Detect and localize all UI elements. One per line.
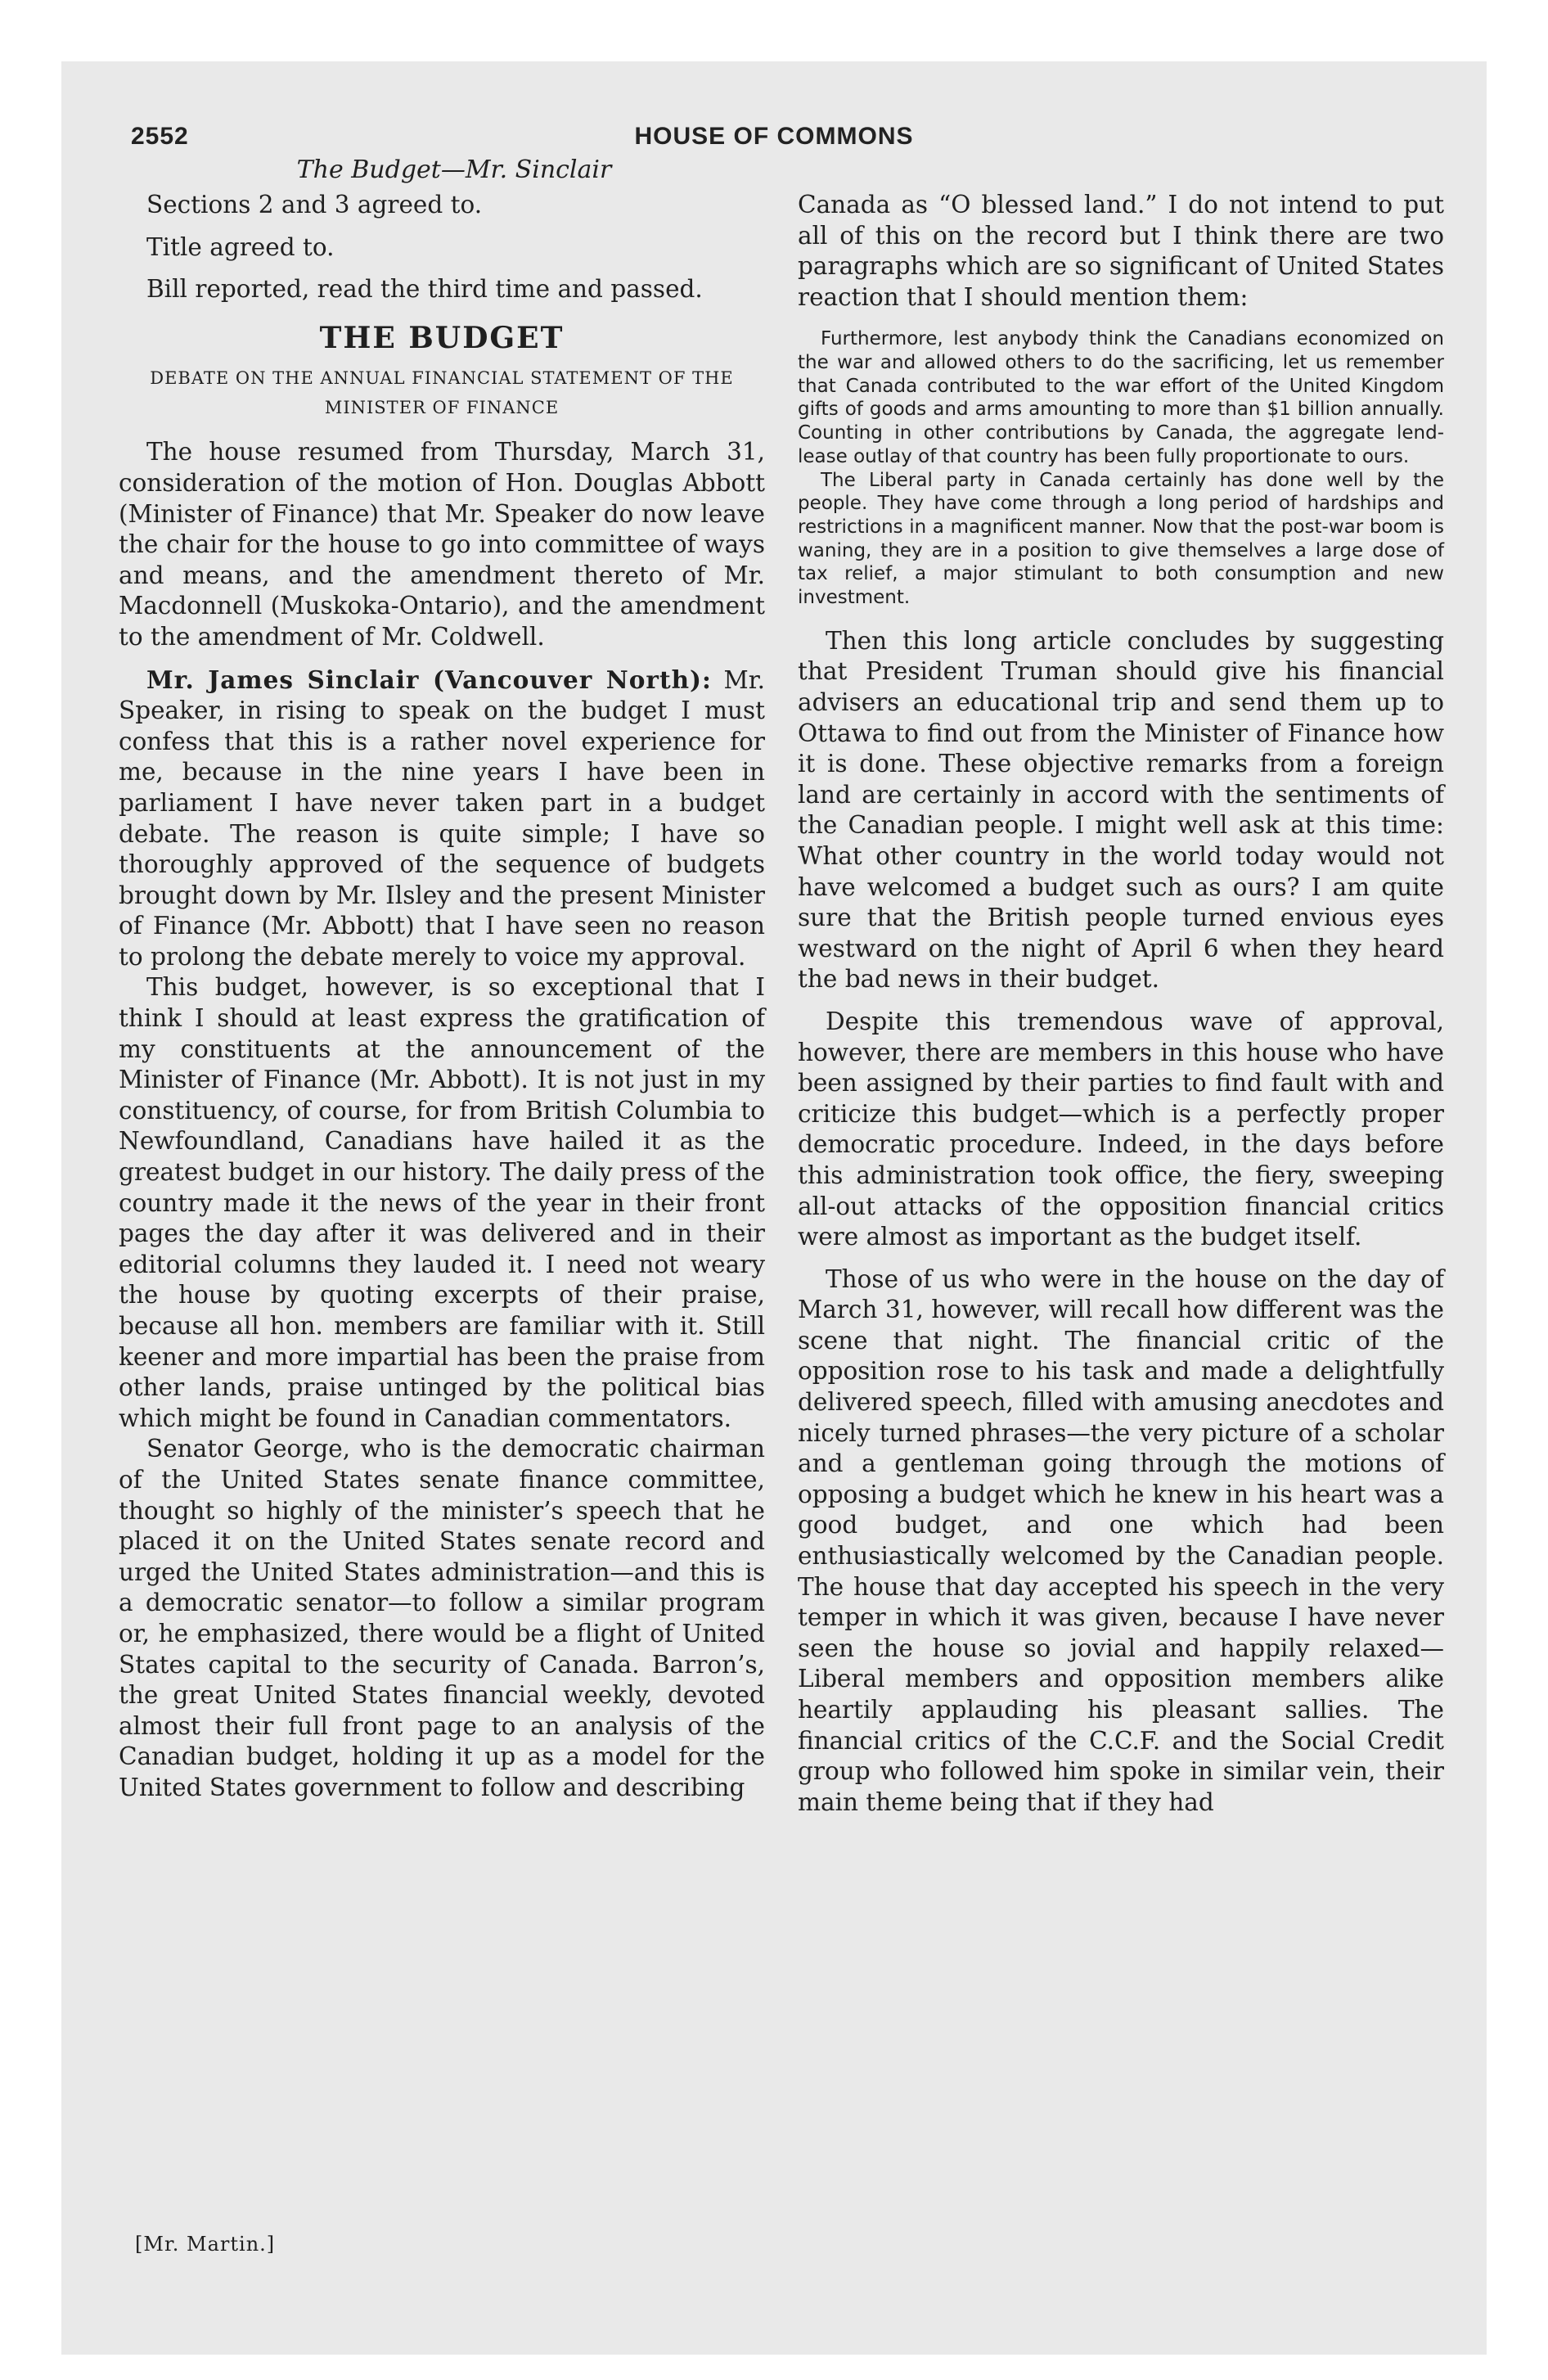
section-heading: THE BUDGET: [319, 320, 565, 355]
paragraph: The house resumed from Thursday, March 31, consideration of the motion of Hon. Douglas Abbott (Minister of Finance) that Mr. Speaker do now leave the chair for the house to go into committee of ways and means, and the amendment thereto of Mr. Macdonnell (Muskoka-Ontario), and the amendment to the amendment of Mr. Coldwell.: [119, 438, 765, 651]
paragraph: This budget, however, is so exceptional that I think I should at least express the gratification of my constituents at the announcement of the Minister of Finance (Mr. Abbott). It is not just in my constituency, of course, for from British Columbia to Newfoundland, Canadians have hailed it as the greatest budget in our history. The daily press of the country made it the news of the year in their front pages the day after it was delivered and in their editorial columns they lauded it. I need not weary the house by quoting excerpts of their praise, because all hon. members are familiar with it. Still keener and more impartial has been the praise from other lands, praise untinged by the political bias which might be found in Canadian commentators.: [119, 973, 765, 1432]
quote-paragraph: Furthermore, lest anybody think the Canadians economized on the war and allowed others to do the sacrificing, let us remember that Canada contributed to the war effort of the United Kingdom gifts of goods and arms amounting to more than $1 billion annually. Counting in other contributions by Canada, the aggregate lend-lease outlay of that country has been fully proportionate to ours.: [798, 328, 1444, 467]
paragraph: Those of us who were in the house on the day of March 31, however, will recall how different was the scene that night. The financial critic of the opposition rose to his task and made a delightfully delivered speech, filled with amusing anecdotes and nicely turned phrases—the very picture of a scholar and a gentleman going through the motions of opposing a budget which he knew in his heart was a good budget, and one which had been enthusiastically welcomed by the Canadian people. The house that day accepted his speech in the very temper in which it was given, because I have never seen the house so jovial and happily relaxed—Liberal members and opposition members alike heartily applauding his pleasant sallies. The financial critics of the C.C.F. and the Social Credit group who followed him spoke in similar vein, their main theme being that if they had: [798, 1264, 1444, 1816]
paragraph: Senator George, who is the democratic chairman of the United States senate finance committee, thought so highly of the minister’s speech that he placed it on the United States senate record and urged the United States administration—and this is a democratic senator—to follow a similar program or, he emphasized, there would be a flight of United States capital to the security of Canada. Barron’s, the great United States financial weekly, devoted almost their full front page to an analysis of the Canadian budget, holding it up as a model for the United States government to follow and describing: [119, 1435, 765, 1801]
page-number: 2552: [131, 123, 189, 150]
speech-paragraph: [119, 665, 765, 973]
page-footer: [Mr. Martin.]: [135, 2233, 276, 2256]
paragraph: Then this long article concludes by suggesting that President Truman should give his financial advisers an educational trip and send them up to Ottawa to find out from the Minister of Finance how it is done. These objective remarks from a foreign land are certainly in accord with the sentiments of the Canadian people. I might well ask at this time: What other country in the world today would not have welcomed a budget such as ours? I am quite sure that the British people turned envious eyes westward on the night of April 6 when they heard the bad news in their budget.: [798, 626, 1444, 994]
paragraph: Title agreed to.: [146, 232, 335, 261]
speaker-name: Mr. James Sinclair (Vancouver North):: [146, 665, 712, 694]
quote-paragraph: The Liberal party in Canada certainly has done well by the people. They have come through a long period of hardships and restrictions in a magnificent manner. Now that the post-war boom is waning, they are in a position to give themselves a large dose of tax relief, a major stimulant to both consumption and new investment.: [798, 469, 1444, 609]
right-column: [798, 190, 1444, 1818]
paragraph: Canada as “O blessed land.” I do not intend to put all of this on the record but I think there are two paragraphs which are so significant of United States reaction that I should mention them:: [798, 191, 1444, 311]
section-subtitle: The Budget—Mr. Sinclair: [296, 156, 612, 184]
paragraph: Sections 2 and 3 agreed to.: [146, 191, 483, 219]
left-column: [119, 190, 765, 1804]
speech-text: Mr. Speaker, in rising to speak on the budget I must confess that this is a rather novel experience for me, because in the nine years I have been in parliament I have never taken part in a budget debate. The reason is quite simple; I have so thoroughly approved of the sequence of budgets brought down by Mr. Ilsley and the present Minister of Finance (Mr. Abbott) that I have seen no reason to prolong the debate merely to voice my approval.: [119, 665, 765, 971]
paragraph: Despite this tremendous wave of approval, however, there are members in this house who have been assigned by their parties to find fault with and criticize this budget—which is a perfectly proper democratic procedure. Indeed, in the days before this administration took office, the fiery, sweeping all-out attacks of the opposition financial critics were almost as important as the budget itself.: [798, 1007, 1444, 1251]
journal-title: HOUSE OF COMMONS: [634, 123, 914, 150]
block-quote: [798, 327, 1444, 609]
paragraph: Bill reported, read the third time and passed.: [146, 275, 703, 304]
section-subheading: DEBATE ON THE ANNUAL FINANCIAL STATEMENT OF THE MINISTER OF FINANCE: [150, 368, 734, 418]
